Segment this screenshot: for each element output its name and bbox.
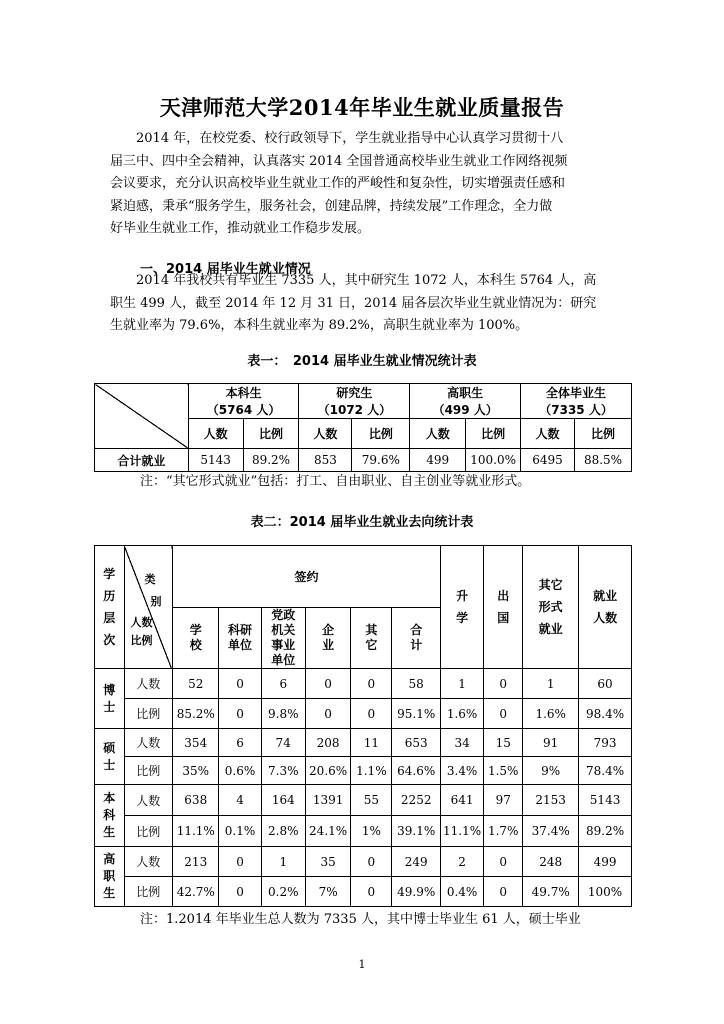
table2-cell: 1%: [351, 816, 392, 847]
table1-subheader: 人数: [299, 419, 352, 449]
table2-cell: 499: [579, 847, 632, 877]
table2-cell: 4: [219, 785, 261, 816]
table2-cell: 248: [523, 847, 579, 877]
table2-cell: 9%: [523, 757, 579, 785]
table2-cell: 11.1%: [440, 816, 483, 847]
table2-cell: 0: [484, 877, 523, 907]
table2-cell: 100%: [579, 877, 632, 907]
table1-subheader: 人数: [188, 419, 243, 449]
table2-row-type: 人数: [124, 729, 173, 757]
table2-row-type: 比例: [124, 699, 173, 729]
table2-cell: 164: [261, 785, 305, 816]
table2-cell: 1: [261, 847, 305, 877]
table2-cell: 0.4%: [440, 877, 483, 907]
table2-cell: 5143: [579, 785, 632, 816]
table2-row-type: 比例: [124, 877, 173, 907]
table2-row-type: 比例: [124, 757, 173, 785]
table2-caption: 表二：2014 届毕业生就业去向统计表: [250, 515, 474, 530]
table1-cell: 853: [299, 449, 352, 472]
table2-cell: 11.1%: [173, 816, 219, 847]
table2-cell: 2.8%: [261, 816, 305, 847]
table2-cell: 58: [392, 669, 441, 699]
intro-line: 会议要求，充分认识高校毕业生就业工作的严峻性和复杂性，切实增强责任感和: [110, 176, 566, 191]
table-row: [95, 785, 632, 816]
table2-corner-split: 类 别 人数 比例: [124, 546, 173, 669]
section1-line: 2014 年我校共有毕业生 7335 人，其中研究生 1072 人，本科生 5764 人，高: [110, 273, 597, 288]
table-row: [95, 669, 632, 699]
table2-cell: 1391: [305, 785, 350, 816]
table1-cell: 499: [410, 449, 466, 472]
table2-cell: 91: [523, 729, 579, 757]
table2-cell: 60: [579, 669, 632, 699]
table-row: [95, 877, 632, 907]
table1-cell: 89.2%: [243, 449, 299, 472]
table2-cell: 0.2%: [261, 877, 305, 907]
table2-cell: 39.1%: [392, 816, 441, 847]
table1-subheader: 比例: [466, 419, 521, 449]
table2-cell: 35%: [173, 757, 219, 785]
table2-cell: 55: [351, 785, 392, 816]
table1-subheader: 比例: [352, 419, 410, 449]
table2-note: 注：1.2014 年毕业生总人数为 7335 人，其中博士毕业生 61 人，硕士毕业: [140, 912, 581, 927]
table2-cell: 1.6%: [440, 699, 483, 729]
table2-cell: 0: [351, 699, 392, 729]
table2-cell: 0: [305, 669, 350, 699]
table2-cell: 20.6%: [305, 757, 350, 785]
table1-cell: 79.6%: [352, 449, 410, 472]
table1-cell: 100.0%: [466, 449, 521, 472]
table2-cell: 1: [440, 669, 483, 699]
table2-row-type: 人数: [124, 847, 173, 877]
table2-sign-col: 科研 单位: [219, 608, 261, 669]
table2-cell: 6: [261, 669, 305, 699]
table2-sign-col: 党政 机关 事业 单位: [261, 608, 305, 669]
table2-cell: 49.7%: [523, 877, 579, 907]
table2-row-type: 人数: [124, 785, 173, 816]
table2-sign-col: 其 它: [351, 608, 392, 669]
table1-note: 注：“其它形式就业”包括：打工、自由职业、自主创业等就业形式。: [140, 474, 531, 489]
table2-cell: 1.5%: [484, 757, 523, 785]
table2-cell: 653: [392, 729, 441, 757]
table2-col-further-study: 升 学: [440, 546, 483, 669]
table1-subheader: 比例: [575, 419, 632, 449]
table2-level-label: 硕 士: [95, 729, 125, 785]
table2-cell: 0.6%: [219, 757, 261, 785]
table2-cell: 95.1%: [392, 699, 441, 729]
table1-cell: 5143: [188, 449, 243, 472]
table2-cell: 2252: [392, 785, 441, 816]
table2-cell: 15: [484, 729, 523, 757]
table2-cell: 34: [440, 729, 483, 757]
table2-cell: 0: [219, 699, 261, 729]
table2-col-abroad: 出 国: [484, 546, 523, 669]
table2-cell: 0: [351, 669, 392, 699]
table2-cell: 0: [484, 699, 523, 729]
table2-cell: 641: [440, 785, 483, 816]
table2-cell: 11: [351, 729, 392, 757]
table2-cell: 0: [219, 877, 261, 907]
intro-line: 好毕业生就业工作，推动就业工作稳步发展。: [110, 221, 371, 236]
section1-line: 生就业率为 79.6%，本科生就业率为 89.2%，高职生就业率为 100%。: [110, 318, 529, 333]
intro-paragraph: [110, 128, 616, 241]
table1-subheader: 比例: [243, 419, 299, 449]
table1-subheader: 人数: [410, 419, 466, 449]
intro-line: 2014 年，在校党委、校行政领导下，学生就业指导中心认真学习贯彻十八: [110, 131, 564, 146]
table2-level-label: 本 科 生: [95, 785, 125, 847]
table-row: [95, 816, 632, 847]
table1-cell: 6495: [521, 449, 575, 472]
table2-cell: 793: [579, 729, 632, 757]
intro-line: 紧迫感，秉承“服务学生，服务社会，创建品牌，持续发展”工作理念，全力做: [110, 198, 553, 214]
table2-cell: 97: [484, 785, 523, 816]
table1-group-all: 全体毕业生 （7335 人）: [521, 384, 632, 419]
table2-cell: 1.1%: [351, 757, 392, 785]
page-number: 1: [358, 958, 366, 971]
table2: [94, 545, 632, 907]
table2-sign-col: 企 业: [305, 608, 350, 669]
table2-cell: 7.3%: [261, 757, 305, 785]
table2-cell: 98.4%: [579, 699, 632, 729]
table2-cell: 89.2%: [579, 816, 632, 847]
table2-cell: 2153: [523, 785, 579, 816]
table2-cell: 638: [173, 785, 219, 816]
table2-cell: 78.4%: [579, 757, 632, 785]
section1-line: 职生 499 人，截至 2014 年 12 月 31 日，2014 届各层次毕业生就业情况为：研究: [110, 295, 597, 311]
table2-cell: 213: [173, 847, 219, 877]
table1-group-undergrad: 本科生 （5764 人）: [188, 384, 299, 419]
table2-cell: 0: [351, 847, 392, 877]
table2-cell: 52: [173, 669, 219, 699]
section1-paragraph: [110, 270, 616, 338]
table2-sign-col: 合 计: [392, 608, 441, 669]
table2-cell: 74: [261, 729, 305, 757]
table1-group-vocational: 高职生 （499 人）: [410, 384, 521, 419]
table2-sign-col: 学 校: [173, 608, 219, 669]
table-row: [95, 757, 632, 785]
table-row: [95, 847, 632, 877]
table1: [94, 383, 632, 472]
table2-cell: 0: [351, 877, 392, 907]
table-row: [95, 699, 632, 729]
table2-cell: 354: [173, 729, 219, 757]
table2-cell: 0: [484, 669, 523, 699]
table2-sign-header: 签约: [173, 546, 441, 608]
table2-cell: 1: [523, 669, 579, 699]
table2-cell: 0: [219, 847, 261, 877]
table2-cell: 35: [305, 847, 350, 877]
table2-cell: 0: [219, 669, 261, 699]
table2-col-employed-total: 就业 人数: [579, 546, 632, 669]
table2-cell: 24.1%: [305, 816, 350, 847]
table2-row-type: 比例: [124, 816, 173, 847]
table1-cell: 88.5%: [575, 449, 632, 472]
table2-cell: 2: [440, 847, 483, 877]
table2-level-label: 博 士: [95, 669, 125, 729]
table2-cell: 64.6%: [392, 757, 441, 785]
table1-subheader: 人数: [521, 419, 575, 449]
table1-row-label: 合计就业: [95, 449, 189, 472]
table2-cell: 9.8%: [261, 699, 305, 729]
table2-cell: 1.6%: [523, 699, 579, 729]
table2-corner-left: 学 历 层 次: [95, 546, 125, 669]
table2-col-other-employment: 其它 形式 就业: [523, 546, 579, 669]
table1-group-graduate: 研究生 （1072 人）: [299, 384, 410, 419]
table2-row-type: 人数: [124, 669, 173, 699]
table2-cell: 0.1%: [219, 816, 261, 847]
table2-cell: 208: [305, 729, 350, 757]
table2-level-label: 高 职 生: [95, 847, 125, 907]
table1-caption: 表一： 2014 届毕业生就业情况统计表: [247, 354, 477, 369]
table2-cell: 7%: [305, 877, 350, 907]
table2-cell: 85.2%: [173, 699, 219, 729]
intro-line: 届三中、四中全会精神，认真落实 2014 全国普通高校毕业生就业工作网络视频: [110, 153, 568, 169]
table2-cell: 0: [305, 699, 350, 729]
table2-cell: 6: [219, 729, 261, 757]
table-row: [95, 729, 632, 757]
table2-cell: 3.4%: [440, 757, 483, 785]
page-title: 天津师范大学2014年毕业生就业质量报告: [159, 95, 565, 120]
table2-cell: 1.7%: [484, 816, 523, 847]
table2-cell: 42.7%: [173, 877, 219, 907]
section1-heading: 一、2014 届毕业生就业情况: [140, 262, 311, 277]
table1-corner: [95, 384, 189, 449]
table2-cell: 0: [484, 847, 523, 877]
table2-cell: 49.9%: [392, 877, 441, 907]
table2-cell: 37.4%: [523, 816, 579, 847]
table2-cell: 249: [392, 847, 441, 877]
